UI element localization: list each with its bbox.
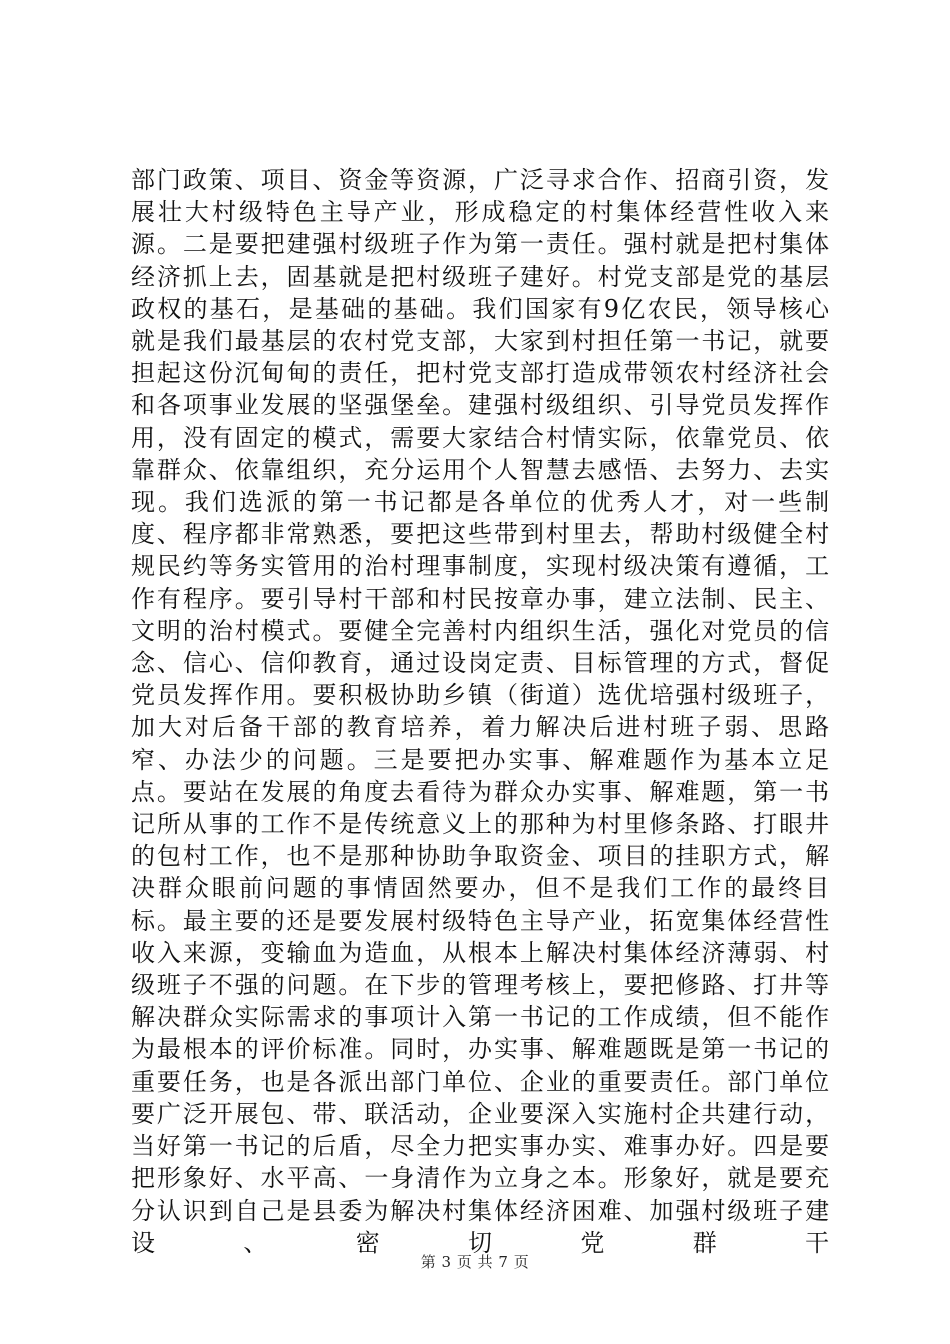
page-footer: 第 3 页 共 7 页 (420, 1253, 530, 1271)
body-text: 部门政策、项目、资金等资源，广泛寻求合作、招商引资，发展壮大村级特色主导产业，形成稳定的村集体经营性收入来源。二是要把建强村级班子作为第一责任。强村就是把村集体经济抓上去，固基就是把村级班子建好。村党支部是党的基层政权的基石，是基础的基础。我们国家有9亿农民，领导核心就是我们最基层的农村党支部，大家到村担任第一书记，就要担起这份沉甸甸的责任，把村党支部打造成带领农村经济社会和各项事业发展的坚强堡垒。建强村级组织、引导党员发挥作用，没有固定的模式，需要大家结合村情实际，依靠党员、依靠群众、依靠组织，充分运用个人智慧去感悟、去努力、去实现。我们选派的第一书记都是各单位的优秀人才，对一些制度、程序都非常熟悉，要把这些带到村里去，帮助村级健全村规民约等务实管用的治村理事制度，实现村级决策有遵循，工作有程序。要引导村干部和村民按章办事，建立法制、民主、文明的治村模式。要健全完善村内组织生活，强化对党员的信念、信心、信仰教育，通过设岗定责、目标管理的方式，督促党员发挥作用。要积极协助乡镇（街道）选优培强村级班子，加大对后备干部的教育培养，着力解决后进村班子弱、思路窄、办法少的问题。三是要把办实事、解难题作为基本立足点。要站在发展的角度去看待为群众办实事、解难题，第一书记所从事的工作不是传统意义上的那种为村里修条路、打眼井的包村工作，也不是那种协助争取资金、项目的挂职方式，解决群众眼前问题的事情固然要办，但不是我们工作的最终目标。最主要的还是要发展村级特色主导产业，拓宽集体经营性收入来源，变输血为造血，从根本上解决村集体经济薄弱、村级班子不强的问题。在下步的管理考核上，要把修路、打井等解决群众实际需求的事项计入第一书记的工作成绩，但不能作为最根本的评价标准。同时，办实事、解难题既是第一书记的重要任务，也是各派出部门单位、企业的重要责任。部门单位要广泛开展包、带、联活动，企业要深入实施村企共建行动，当好第一书记的后盾，尽全力把实事办实、难事办好。四是要把形象好、水平高、一身清作为立身之本。形象好，就是要充分认识到自己是县委为解决村集体经济困难、加强村级班子建设、密切党群干 (131, 166, 831, 1257)
